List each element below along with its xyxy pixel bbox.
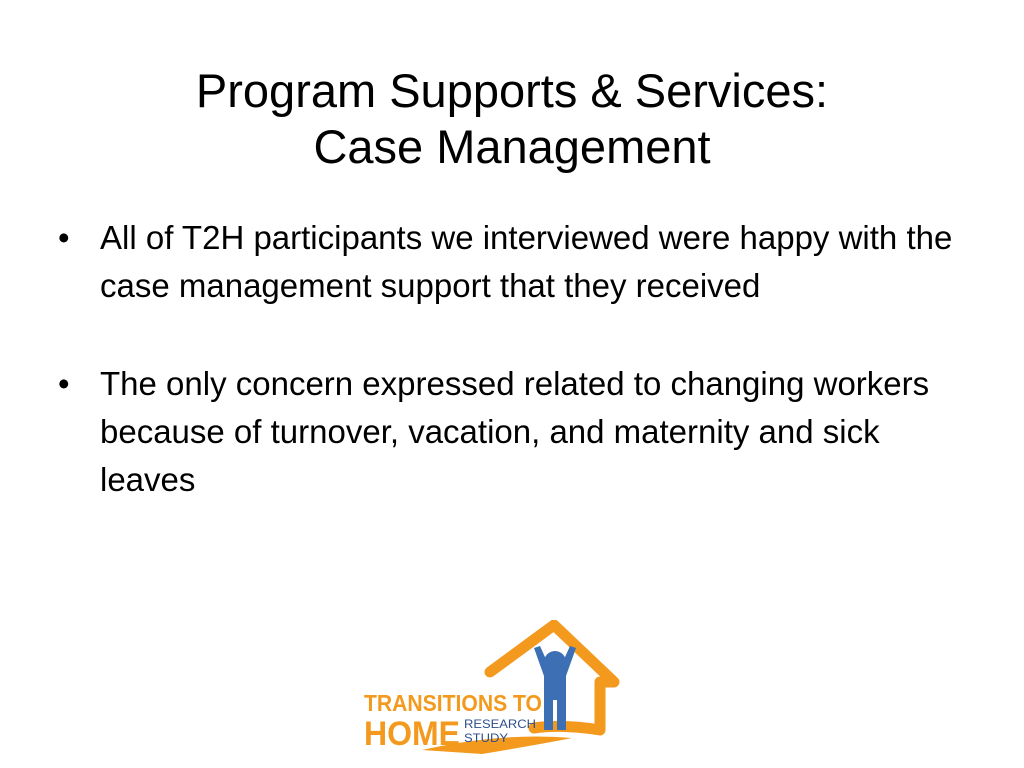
logo-sub-2: STUDY xyxy=(464,731,508,745)
bullet-marker: • xyxy=(58,365,70,402)
transitions-to-home-logo xyxy=(362,620,622,758)
bullet-text: All of T2H participants we interviewed were happy with the case management support that they received xyxy=(100,219,953,304)
logo-line-2: HOME xyxy=(364,715,460,753)
logo-graphic xyxy=(362,620,622,758)
slide-title xyxy=(40,63,984,175)
slide-title-line-1: Program Supports & Services: xyxy=(195,64,829,118)
bullet-marker: • xyxy=(58,219,70,256)
bullet-item xyxy=(56,360,976,504)
bullet-item xyxy=(56,214,976,310)
bullet-list xyxy=(56,214,976,554)
person-icon xyxy=(534,646,576,730)
bullet-text: The only concern expressed related to changing workers because of turnover, vacation, and maternity and sick leaves xyxy=(100,365,930,498)
slide-title-line-2: Case Management xyxy=(313,120,711,174)
logo-line-1: TRANSITIONS TO xyxy=(364,690,542,716)
logo-sub-1: RESEARCH xyxy=(464,717,536,731)
